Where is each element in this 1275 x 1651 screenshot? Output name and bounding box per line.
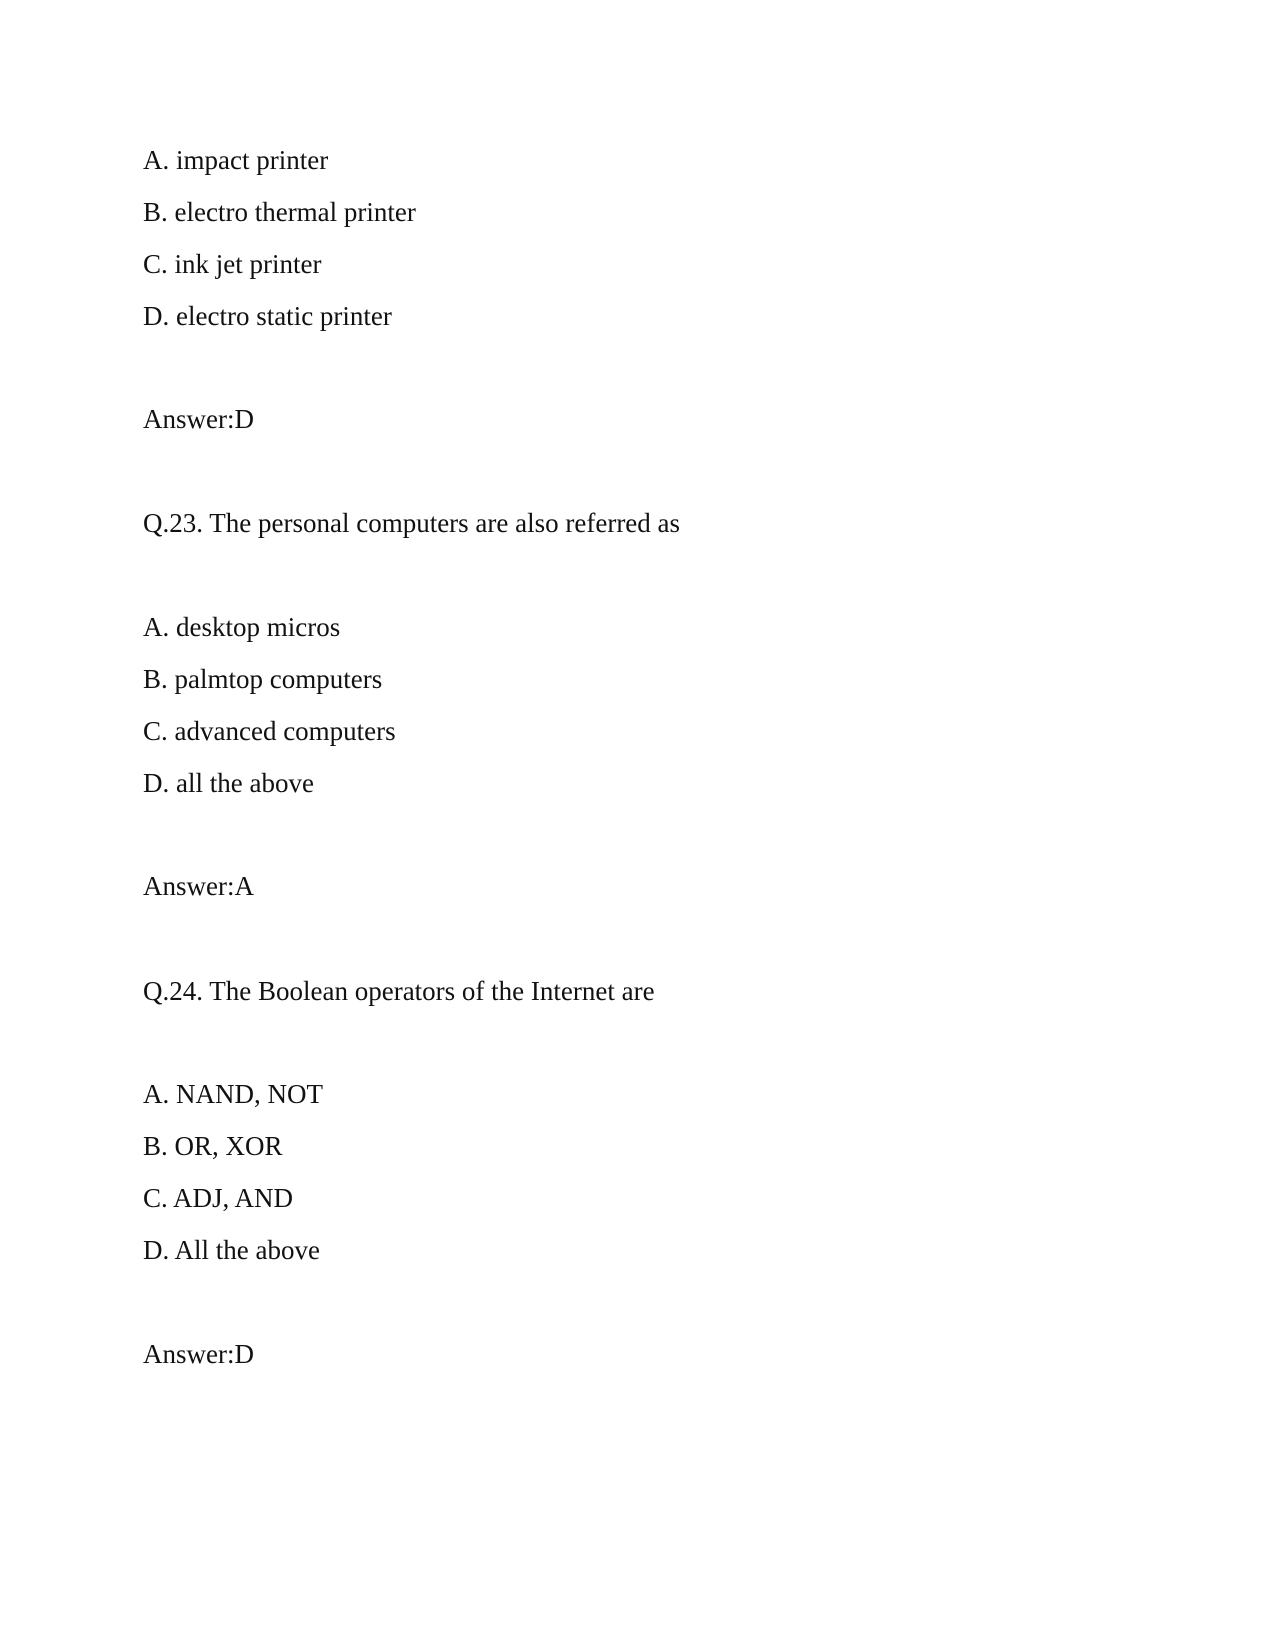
q22-option-a: A. impact printer: [143, 145, 329, 175]
q22-option-c: C. ink jet printer: [143, 249, 322, 279]
q24-option-a: A. NAND, NOT: [143, 1079, 323, 1109]
q23-question: Q.23. The personal computers are also referred as: [143, 508, 681, 538]
q23-option-b: B. palmtop computers: [143, 664, 383, 694]
q22-answer: Answer:D: [143, 404, 254, 434]
q24-option-d: D. All the above: [143, 1235, 320, 1265]
q24-option-b: B. OR, XOR: [143, 1131, 283, 1161]
q23-option-c: C. advanced computers: [143, 716, 396, 746]
q24-question: Q.24. The Boolean operators of the Internet are: [143, 976, 655, 1006]
q24-answer: Answer:D: [143, 1339, 254, 1369]
q24-option-c: C. ADJ, AND: [143, 1183, 294, 1213]
q22-option-d: D. electro static printer: [143, 301, 392, 331]
q23-option-a: A. desktop micros: [143, 612, 341, 642]
q23-option-d: D. all the above: [143, 768, 314, 798]
q22-option-b: B. electro thermal printer: [143, 197, 416, 227]
q23-answer: Answer:A: [143, 871, 254, 901]
